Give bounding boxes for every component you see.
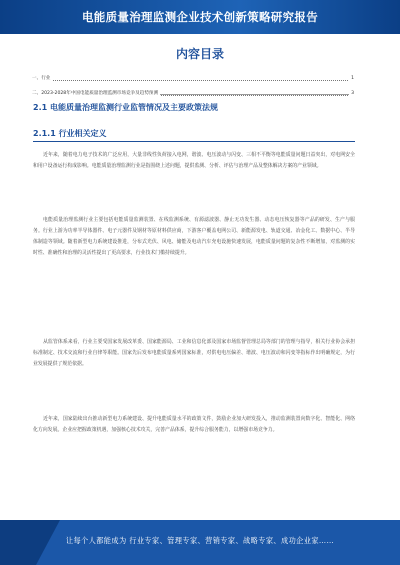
subsection-heading: 2.1.1 行业相关定义 (33, 129, 107, 138)
toc-leader-dots (32, 80, 348, 81)
report-title: 电能质量治理监测企业技术创新策略研究报告 (82, 10, 318, 24)
subsection-divider (33, 141, 355, 142)
table-of-contents (32, 74, 354, 104)
toc-entry-page: 1 (349, 74, 354, 84)
toc-entry-label: 二、2023-2028年中国电能质量治理监测市场竞争及趋势预测 (32, 89, 160, 99)
toc-title: 内容目录 (175, 47, 224, 61)
footer-slogan: 让每个人都能成为 行业专家、管理专家、营销专家、战略专家、成功企业家…… (65, 536, 335, 545)
section-heading: 2.1 电能质量治理监测行业监管情况及主要政策法规 (33, 103, 218, 112)
toc-entry-label: 一、行业 (32, 74, 52, 84)
body-paragraph: 电能质量治理监测行业主要包括电能质量监测装置、在线监测系统、有源滤波器、静止无功发生器、动态电压恢复器等产品的研发、生产与服务。行业上游为功率半导体器件、电子元器件及钢材等原材料供应商，下游客户覆盖电网公司、新能源发电、轨道交通、冶金化工、数据中心、半导体制造等领域。随着新型电力系统建设推进，分布式光伏、风电、储能及电动汽车充电设施快速发展，电能质量问题的复杂性不断增加，对监测的实时性、准确性和治理的灵活性提出了更高要求，行业技术门槛持续提升。 (33, 217, 355, 256)
body-paragraph: 从监管体系来看，行业主要受国家发展改革委、国家能源局、工业和信息化部及国家市场监督管理总局等部门的管理与指导，相关行业协会承担标准制定、技术交流和行业自律等职能。国家先后发布电能质量系列国家标准，对供电电压偏差、谐波、电压波动和闪变等指标作出明确规定，为行业发展提供了规范依据。 (33, 339, 355, 367)
header-banner (0, 0, 400, 34)
toc-entry[interactable] (32, 74, 354, 84)
body-paragraph: 近年来，国家陆续出台推动新型电力系统建设、提升电能质量水平的政策文件，鼓励企业加大研发投入，推动监测装置向数字化、智能化、网络化方向发展。企业应把握政策机遇，加强核心技术攻关，完善产品体系，提升综合服务能力，以增强市场竞争力。 (33, 416, 355, 433)
footer-banner (0, 520, 400, 565)
body-paragraph: 近年来，随着电力电子技术的广泛应用，大量非线性负荷接入电网，谐波、电压波动与闪变、三相不平衡等电能质量问题日益突出，对电网安全和用户设备运行构成影响。电能质量治理监测行业是指围绕上述问题，提供监测、分析、评估与治理产品及整体解决方案的产业领域。 (33, 152, 355, 169)
toc-entry-page: 3 (349, 89, 354, 99)
